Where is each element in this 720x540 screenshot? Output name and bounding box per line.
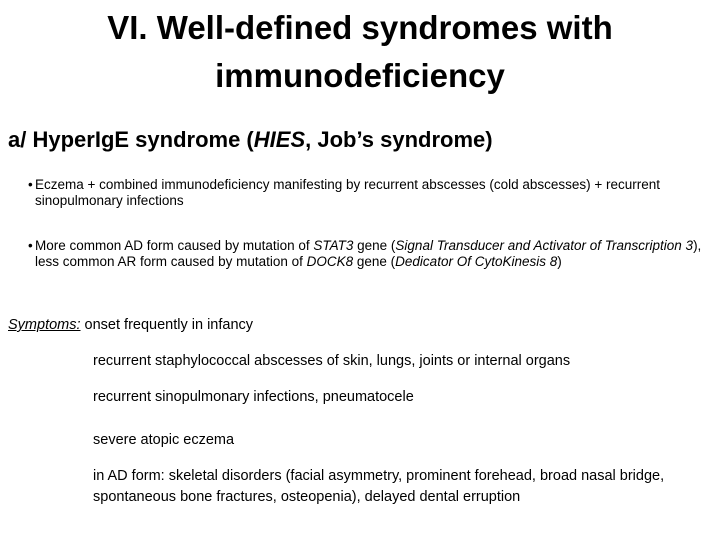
symptom-item: recurrent staphylococcal abscesses of skin, lungs, joints or internal organs xyxy=(93,353,571,369)
gene-dock8-fullname: Dedicator Of CytoKinesis 8 xyxy=(395,254,558,269)
gene-stat3-fullname: Signal Transducer and Activator of Transcription 3 xyxy=(395,238,694,253)
symptoms-label: Symptoms: xyxy=(8,317,81,333)
bullet-text xyxy=(35,238,715,270)
bullet-text-part: ), less common AR form caused by mutation of xyxy=(35,238,702,269)
symptom-item: recurrent sinopulmonary infections, pneumatocele xyxy=(93,389,414,405)
section-heading xyxy=(8,125,712,155)
bullet-text-part: More common AD form caused by mutation of xyxy=(35,238,314,253)
symptom-item: severe atopic eczema xyxy=(93,432,235,448)
section-heading-mid: E syndrome ( xyxy=(114,127,254,152)
bullet-text: Eczema + combined immunodeficiency manifesting by recurrent abscesses (cold abscesses) + recurrent sinopulmonary infections xyxy=(35,177,661,208)
bullet-marker: • xyxy=(28,238,33,253)
title-line-1: VI. Well-defined syndromes with xyxy=(107,9,613,46)
bullet-text-part: gene ( xyxy=(353,254,396,269)
gene-stat3: STAT3 xyxy=(313,238,354,253)
section-heading-ig: Ig xyxy=(94,127,115,152)
title-line-2: immunodeficiency xyxy=(215,57,505,94)
symptom-item: in AD form: skeletal disorders (facial asymmetry, prominent forehead, broad nasal bridge, spontaneous bone fractures, osteopenia), delayed dental erruption xyxy=(93,468,665,505)
section-heading-hies: HIES xyxy=(253,127,306,152)
section-heading-suffix: , Job’s syndrome) xyxy=(305,127,493,152)
bullet-text-part: gene ( xyxy=(353,238,396,253)
symptoms-heading xyxy=(8,316,712,334)
bullet-marker: • xyxy=(28,177,33,192)
gene-dock8: DOCK8 xyxy=(306,254,354,269)
slide-title xyxy=(40,4,680,100)
symptoms-onset-text: onset frequently in infancy xyxy=(80,317,254,333)
bullet-text-part: ) xyxy=(557,254,562,269)
section-heading-prefix: a/ Hyper xyxy=(8,127,95,152)
